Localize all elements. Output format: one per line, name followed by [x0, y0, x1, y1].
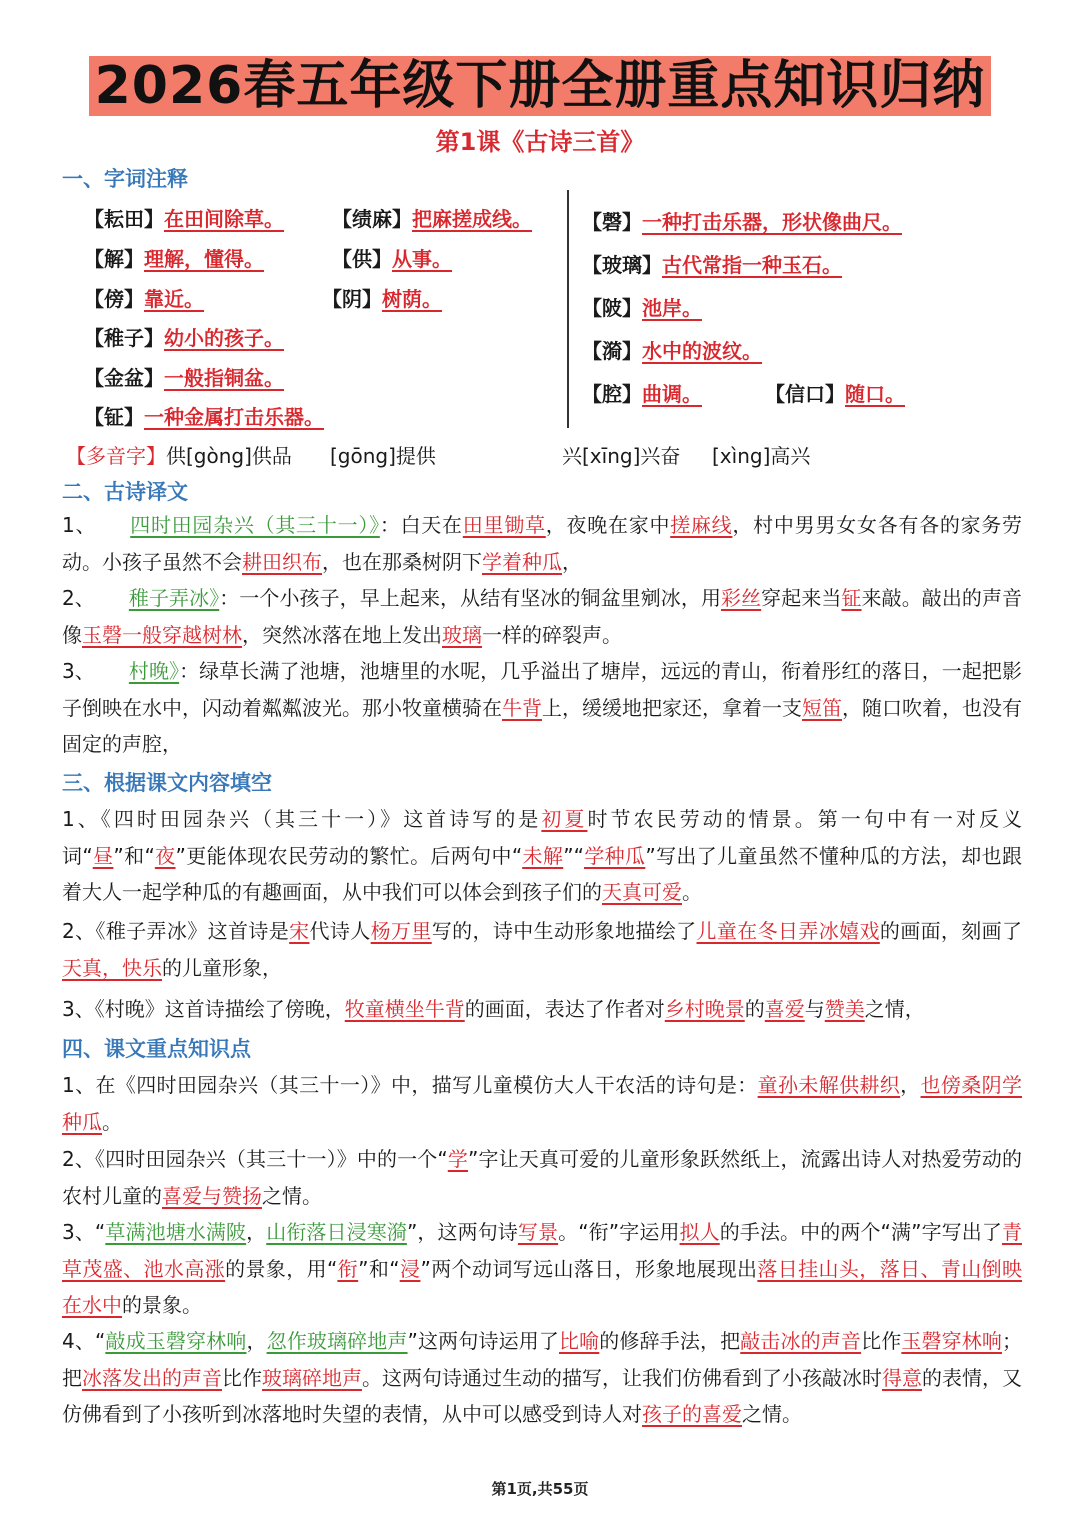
fill-paragraph-3: 3、《村晚》这首诗描绘了傍晚，牧童横坐牛背的画面，表达了作者对乡村晚景的喜爱与赞美之情， [62, 997, 925, 1021]
translation-paragraph-1: 1、 四时田园杂兴（其三十一）》：白天在田里锄草，夜晚在家中搓麻线，村中男男女女各有各的家务劳动。小孩子虽然不会耕田织布，也在那桑树阴下学着种瓜， [62, 513, 1023, 574]
vocab-word: 【绩麻】 [332, 207, 412, 231]
section-heading-1: 一、字词注释 [62, 167, 188, 191]
vocab-item [84, 243, 264, 272]
polyphone-a: 供[gòng]供品 [166, 444, 292, 468]
vocab-def: 在田间除草。 [164, 207, 284, 231]
vocab-word: 【供】 [332, 247, 392, 271]
translation-paragraph-2: 2、 稚子弄冰》：一个小孩子，早上起来，从结有坚冰的铜盆里剜冰，用彩丝穿起来当钲来敲。敲出的声音像玉磬一般穿越树林，突然冰落在地上发出玻璃一样的碎裂声。 [62, 586, 1023, 647]
polyphone-row [66, 440, 292, 469]
vocab-def: 一般指铜盆。 [164, 366, 284, 390]
vocab-item [582, 249, 842, 278]
title-wrap [0, 56, 1080, 116]
vocab-item [332, 243, 452, 272]
vocab-item [322, 283, 442, 312]
vocab-word: 【钲】 [84, 405, 144, 429]
vocab-def: 树荫。 [382, 287, 442, 311]
point-paragraph-4: 4、“敲成玉磬穿林响，忽作玻璃碎地声”这两句诗运用了比喻的修辞手法，把敲击冰的声音比作玉磬穿林响；把冰落发出的声音比作玻璃碎地声。这两句诗通过生动的描写，让我们仿佛看到了小孩敲冰时得意的表情，又仿佛看到了小孩听到冰落地时失望的表情，从中可以感受到诗人对孩子的喜爱之情。 [62, 1329, 1023, 1426]
polyphone-d: [xìng]高兴 [712, 444, 811, 468]
point-paragraph-3: 3、“草满池塘水满陂，山衔落日浸寒漪”，这两句诗写景。“衔”字运用拟人的手法。中的两个“满”字写出了青草茂盛、池水高涨的景象，用“衔”和“浸”两个动词写远山落日，形象地展现出落日挂山头，落日、青山倒映在水中的景象。 [62, 1220, 1023, 1317]
polyphone-b: [gōng]提供 [330, 444, 436, 468]
vocab-word: 【陂】 [582, 296, 642, 320]
fill-paragraph-2: 2、《稚子弄冰》这首诗是宋代诗人杨万里写的，诗中生动形象地描绘了儿童在冬日弄冰嬉戏的画面，刻画了天真，快乐的儿童形象， [62, 919, 1023, 980]
vocab-item [84, 203, 284, 232]
vocab-def: 池岸。 [642, 296, 702, 320]
vocab-def: 一种金属打击乐器。 [144, 405, 324, 429]
vocab-def: 从事。 [392, 247, 452, 271]
polyphone-c: 兴[xīng]兴奋 [562, 444, 681, 468]
lesson-title: 第1课《古诗三首》 [435, 128, 645, 156]
section-heading-4: 四、课文重点知识点 [62, 1037, 251, 1061]
vocab-word: 【腔】 [582, 382, 642, 406]
translation-paragraph-3: 3、 村晚》：绿草长满了池塘，池塘里的水呢，几乎溢出了塘岸，远远的青山，衔着彤红的落日，一起把影子倒映在水中，闪动着粼粼波光。那小牧童横骑在牛背上，缓缓地把家还，拿着一支短笛，随口吹着，也没有固定的声腔， [62, 659, 1023, 756]
fill-paragraph-1: 1、《四时田园杂兴（其三十一）》这首诗写的是初夏时节农民劳动的情景。第一句中有一对反义词“昼”和“夜”更能体现农民劳动的繁忙。后两句中“未解”“学种瓜”写出了儿童虽然不懂种瓜的方法，却也跟着大人一起学种瓜的有趣画面，从中我们可以体会到孩子们的天真可爱。 [62, 807, 1022, 904]
vocab-def: 幼小的孩子。 [164, 326, 284, 350]
vocab-word: 【耘田】 [84, 207, 164, 231]
section-heading-2: 二、古诗译文 [62, 480, 188, 504]
vocab-item [84, 401, 324, 430]
vocab-def: 随口。 [845, 382, 905, 406]
vocab-def: 把麻搓成线。 [412, 207, 532, 231]
point-paragraph-2: 2、《四时田园杂兴（其三十一）》中的一个“学”字让天真可爱的儿童形象跃然纸上，流露出诗人对热爱劳动的农村儿童的喜爱与赞扬之情。 [62, 1147, 1023, 1208]
vocab-item [332, 203, 532, 232]
vocab-item [582, 378, 702, 407]
vocab-item [765, 378, 905, 407]
point-paragraph-1: 1、在《四时田园杂兴（其三十一）》中，描写儿童模仿大人干农活的诗句是：童孙未解供耕织，也傍桑阴学种瓜。 [62, 1073, 1023, 1134]
vocab-item [582, 206, 902, 235]
vocab-item [582, 292, 702, 321]
vocab-word: 【磬】 [582, 210, 642, 234]
vocab-def: 水中的波纹。 [642, 339, 762, 363]
vocab-def: 靠近。 [144, 287, 204, 311]
vocab-word: 【金盆】 [84, 366, 164, 390]
page-title: 2026春五年级下册全册重点知识归纳 [89, 56, 992, 116]
polyphone-label: 【多音字】 [66, 444, 166, 468]
vocab-item [84, 322, 284, 351]
section-heading-3: 三、根据课文内容填空 [62, 771, 272, 795]
vocab-word: 【傍】 [84, 287, 144, 311]
vocab-def: 一种打击乐器，形状像曲尺。 [642, 210, 902, 234]
vocab-item [84, 283, 204, 312]
vocab-def: 理解，懂得。 [144, 247, 264, 271]
vocab-word: 【稚子】 [84, 326, 164, 350]
vocab-item [84, 362, 284, 391]
column-divider [567, 190, 569, 428]
vocab-word: 【阴】 [322, 287, 382, 311]
vocab-word: 【玻璃】 [582, 253, 662, 277]
vocab-word: 【解】 [84, 247, 144, 271]
page-footer: 第1页,共55页 [491, 1480, 589, 1498]
vocab-def: 曲调。 [642, 382, 702, 406]
vocab-word: 【漪】 [582, 339, 642, 363]
vocab-def: 古代常指一种玉石。 [662, 253, 842, 277]
vocab-word: 【信口】 [765, 382, 845, 406]
vocab-item [582, 335, 762, 364]
